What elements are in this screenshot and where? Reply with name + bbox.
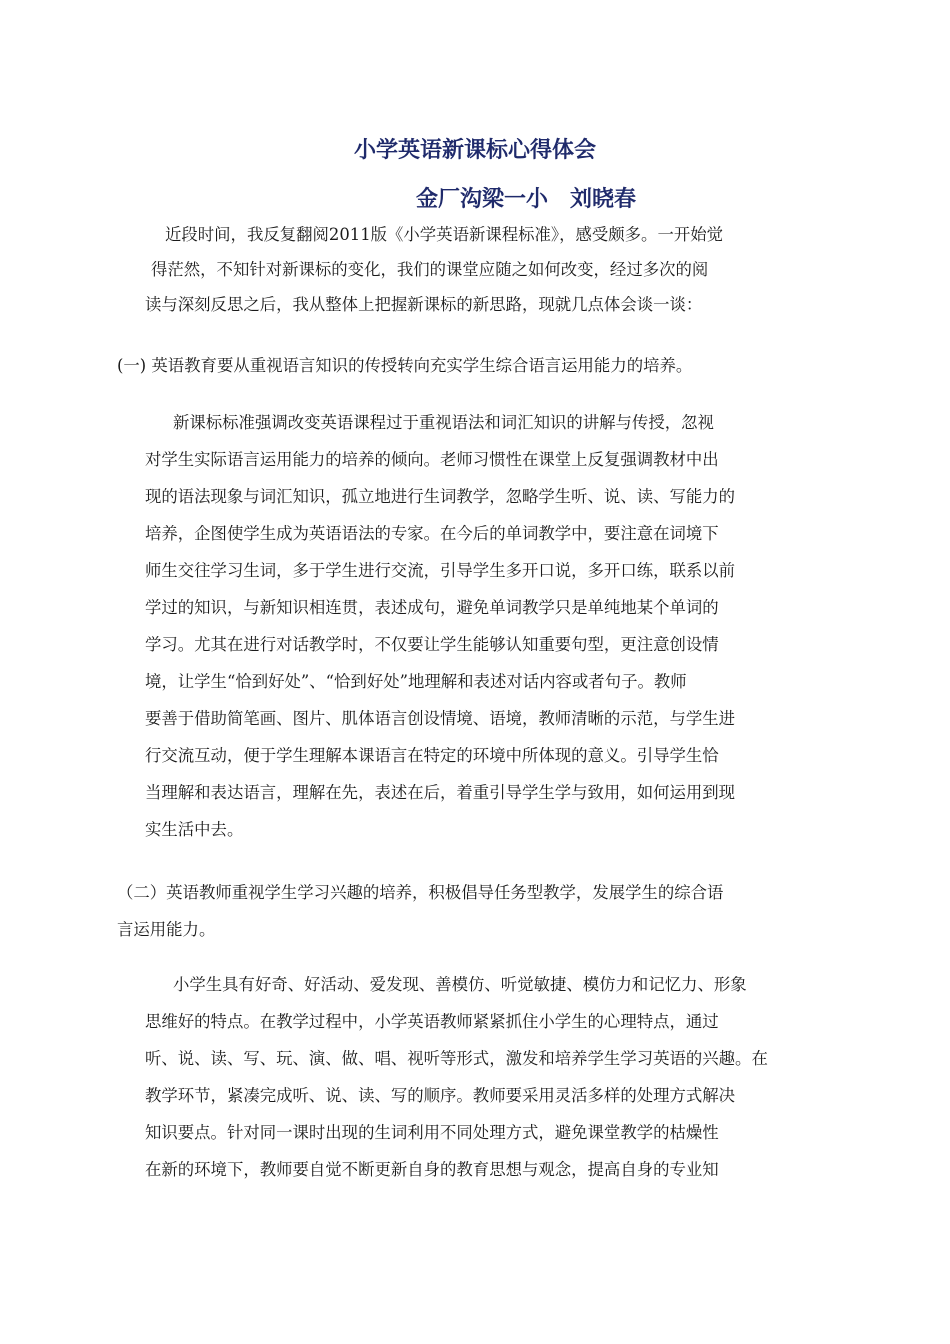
paragraph-line: 教学环节，紧凑完成听、说、读、写的顺序。教师要采用灵活多样的处理方式解决 [145,1086,736,1105]
paragraph-line: 学习。尤其在进行对话教学时，不仅要让学生能够认知重要句型，更注意创设情 [145,635,719,654]
paragraph-line: 境，让学生“恰到好处”、“恰到好处”地理解和表述对话内容或者句子。教师 [145,672,687,691]
paragraph-line: 新课标标准强调改变英语课程过于重视语法和词汇知识的讲解与传授，忽视 [173,413,714,432]
section-2-paragraph [145,966,807,1188]
author-name: 刘晓春 [570,187,637,212]
paragraph-line: 听、说、读、写、玩、演、做、唱、视听等形式，激发和培养学生学习英语的兴趣。在 [145,1049,768,1068]
paragraph-line: 培养，企图使学生成为英语语法的专家。在今后的单词教学中，要注意在词境下 [145,524,719,543]
section-2-heading [117,874,817,948]
paragraph-line: 实生活中去。 [145,820,244,839]
author-school: 金厂沟梁一小 [416,187,549,212]
paragraph-line: 知识要点。针对同一课时出现的生词利用不同处理方式，避免课堂教学的枯燥性 [145,1123,719,1142]
author-line [416,182,636,213]
section-1-heading [117,347,817,384]
paragraph-line: 在新的环境下，教师要自觉不断更新自身的教育思想与观念，提高自身的专业知 [145,1160,719,1179]
paragraph-line: 师生交往学习生词，多于学生进行交流，引导学生多开口说，多开口练，联系以前 [145,561,736,580]
paragraph-line: 要善于借助简笔画、图片、肌体语言创设情境、语境，教师清晰的示范，与学生进 [145,709,736,728]
section-heading-line: 言运用能力。 [117,920,216,939]
paragraph-line: 当理解和表达语言，理解在先，表述在后，着重引导学生学与致用，如何运用到现 [145,783,736,802]
paragraph-line: 小学生具有好奇、好活动、爱发现、善模仿、听觉敏捷、模仿力和记忆力、形象 [173,975,747,994]
paragraph-line: 对学生实际语言运用能力的培养的倾向。老师习惯性在课堂上反复强调教材中出 [145,450,719,469]
paragraph-line: 行交流互动，便于学生理解本课语言在特定的环境中所体现的意义。引导学生恰 [145,746,719,765]
paragraph-line: 现的语法现象与词汇知识，孤立地进行生词教学，忽略学生听、说、读、写能力的 [145,487,736,506]
paragraph-line: 学过的知识，与新知识相连贯，表述成句，避免单词教学只是单纯地某个单词的 [145,598,719,617]
paragraph-line: 思维好的特点。在教学过程中，小学英语教师紧紧抓住小学生的心理特点，通过 [145,1012,719,1031]
section-heading-line: （二）英语教师重视学生学习兴趣的培养，积极倡导任务型教学，发展学生的综合语 [117,883,724,902]
intro-line: 读与深刻反思之后，我从整体上把握新课标的新思路，现就几点体会谈一谈： [145,295,703,314]
intro-line: 得茫然，不知针对新课标的变化，我们的课堂应随之如何改变，经过多次的阅 [151,260,709,279]
section-1-paragraph [145,404,807,848]
document-title: 小学英语新课标心得体会 [353,138,596,163]
intro-paragraph [145,217,805,322]
intro-line: 近段时间，我反复翻阅2011版《小学英语新课程标准》，感受颇多。一开始觉 [165,225,724,244]
section-heading-line: (一) 英语教育要从重视语言知识的传授转向充实学生综合语言运用能力的培养。 [117,356,693,375]
